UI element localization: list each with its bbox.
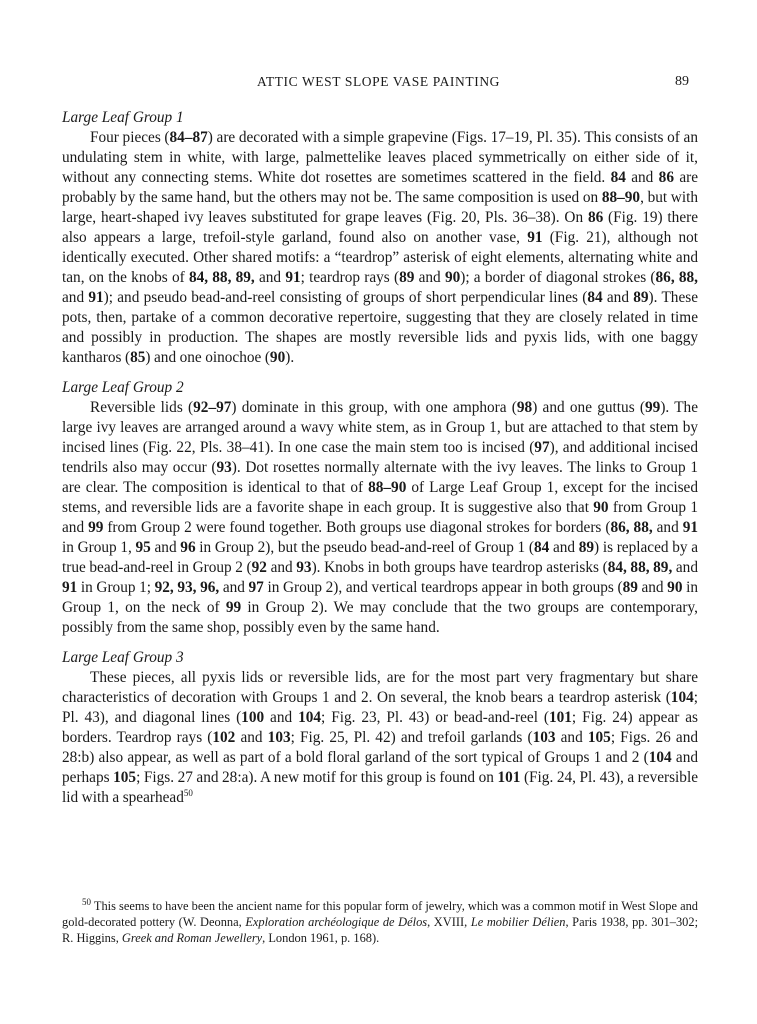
catalogue-number: 86 — [587, 209, 604, 226]
text-run: These pieces, all pyxis lids or reversible lids, are for the most part very fragmentary but share characteristics of decoration with Groups 1 and 2. On several, the knob bears a teardrop asterisk ( — [62, 669, 698, 706]
catalogue-number: 90 — [269, 349, 286, 366]
catalogue-number: 105 — [587, 729, 611, 746]
text-run: and — [602, 289, 634, 306]
catalogue-number: 84 — [587, 289, 603, 306]
text-run: of Large Leaf Group 1, except for the incised stems, and reversible lids are a favorite shape in each group. It is suggestive also that — [62, 479, 698, 516]
section-paragraph — [62, 668, 698, 808]
text-run: and — [150, 539, 181, 556]
catalogue-number: 89 — [578, 539, 595, 556]
section-heading: Large Leaf Group 2 — [62, 379, 184, 396]
text-run: and — [219, 579, 249, 596]
catalogue-number: 89 — [399, 269, 415, 286]
running-title: ATTIC WEST SLOPE VASE PAINTING — [256, 74, 501, 89]
footnote-50 — [62, 898, 698, 946]
text-run: and — [625, 169, 659, 186]
text-run: and — [235, 729, 268, 746]
text-run: ; Fig. 24) appear as borders. Teardrop rays ( — [62, 709, 698, 746]
text-run: and — [266, 559, 297, 576]
footnote-text — [62, 898, 698, 946]
text-run: , Paris 1938, pp. 301–302; R. Higgins, — [62, 915, 699, 945]
text-run: in Group 1, — [62, 539, 136, 556]
catalogue-number: 103 — [532, 729, 556, 746]
footnote-marker: 50 — [183, 787, 193, 798]
catalogue-number: 104 — [670, 689, 694, 706]
catalogue-number: 102 — [212, 729, 236, 746]
text-run: are probably by the same hand, but the others may not be. The same composition is used on — [62, 169, 699, 206]
text-run: ). These pots, then, partake of a common decorative repertoire, suggesting that they are closely related in time and possibly in production. The shapes are mostly reversible lids and pyxis lids, with one baggy kantharos ( — [62, 289, 698, 366]
text-run: , but with large, heart-shaped ivy leaves substituted for grape leaves (Fig. 20, Pls. 36–38). On — [62, 189, 698, 226]
italic-title: Le mobilier Délien — [470, 915, 566, 929]
text-run: ; Figs. 27 and 28:a). A new motif for this group is found on — [136, 769, 498, 786]
text-run: ) and one oinochoe ( — [145, 349, 270, 366]
text-run: and — [549, 539, 579, 556]
catalogue-number: 104 — [298, 709, 322, 726]
catalogue-number: 98 — [516, 399, 533, 416]
catalogue-number: 100 — [241, 709, 265, 726]
text-run: and — [62, 289, 89, 306]
catalogue-number: 91 — [285, 269, 301, 286]
catalogue-number: 103 — [267, 729, 291, 746]
text-run: ), and additional incised tendrils also may occur ( — [62, 439, 698, 476]
text-run: and perhaps — [62, 749, 698, 786]
italic-title: Exploration archéologique de Délos — [245, 915, 428, 929]
section-heading: Large Leaf Group 1 — [62, 109, 184, 126]
catalogue-number: 93 — [296, 559, 312, 576]
catalogue-number: 91 — [682, 519, 698, 536]
catalogue-number: 96 — [180, 539, 196, 556]
catalogue-number: 86, 88, — [655, 269, 698, 286]
text-run: ); a border of diagonal strokes ( — [460, 269, 656, 286]
catalogue-number: 101 — [497, 769, 521, 786]
text-run: ; Fig. 25, Pl. 42) and trefoil garlands ( — [290, 729, 533, 746]
catalogue-number: 90 — [593, 499, 609, 516]
text-run: ; Figs. 26 and 28:b) also appear, as well as part of a bold floral garland of the sort typical of Groups 1 and 2 ( — [62, 729, 698, 766]
catalogue-number: 91 — [62, 579, 78, 596]
text-run: and — [652, 519, 683, 536]
text-run: and — [254, 269, 286, 286]
catalogue-number: 89 — [622, 579, 638, 596]
text-run: in Group 2), but the pseudo bead-and-reel of Group 1 ( — [195, 539, 534, 556]
catalogue-number: 90 — [667, 579, 683, 596]
catalogue-number: 88–90 — [368, 479, 407, 496]
text-run: and — [672, 559, 698, 576]
catalogue-number: 97 — [534, 439, 550, 456]
text-run: ; Fig. 23, Pl. 43) or bead-and-reel ( — [321, 709, 549, 726]
text-run: ). The large ivy leaves are arranged around a wavy white stem, as in Group 1, but are attached to that stem by incised lines (Fig. 22, Pls. 38–41). In one case the main stem too is incised ( — [62, 399, 698, 456]
section-large-leaf-group-2 — [62, 378, 698, 638]
text-run: ). Knobs in both groups have teardrop asterisks ( — [311, 559, 608, 576]
section-large-leaf-group-1 — [62, 108, 698, 368]
text-run: ; Pl. 43), and diagonal lines ( — [62, 689, 698, 726]
text-run: from Group 1 and — [62, 499, 698, 536]
text-run: in Group 1; — [77, 579, 155, 596]
text-run: and — [414, 269, 445, 286]
text-run: ). Dot rosettes normally alternate with the ivy leaves. The links to Group 1 are clear. The composition is identical to that of — [62, 459, 698, 496]
catalogue-number: 91 — [88, 289, 104, 306]
text-run: Four pieces ( — [90, 129, 170, 146]
catalogue-number: 86, 88, — [610, 519, 653, 536]
text-run: ) and one guttus ( — [532, 399, 646, 416]
text-run: in Group 1, on the neck of — [62, 579, 698, 616]
footnote-marker: 50 — [82, 896, 91, 907]
text-run: ) are decorated with a simple grapevine (Figs. 17–19, Pl. 35). This consists of an undulating stem in white, with large, palmettelike leaves placed symmetrically on either side of it, without any connecting stems. White dot rosettes are sometimes scattered in the field. — [62, 129, 698, 186]
catalogue-number: 92–97 — [193, 399, 232, 416]
catalogue-number: 99 — [88, 519, 104, 536]
text-run: in Group 2), and vertical teardrops appear in both groups ( — [263, 579, 623, 596]
text-run: ); and pseudo bead-and-reel consisting of groups of short perpendicular lines ( — [103, 289, 588, 306]
catalogue-number: 99 — [645, 399, 661, 416]
catalogue-number: 89 — [633, 289, 649, 306]
catalogue-number: 99 — [225, 599, 242, 616]
text-run: (Fig. 19) there also appears a large, trefoil-style garland, found also on another vase, — [62, 209, 699, 246]
catalogue-number: 85 — [130, 349, 146, 366]
text-run: ) is replaced by a true bead-and-reel in Group 2 ( — [62, 539, 698, 576]
text-run: , XVIII, — [427, 915, 471, 929]
text-run: ). — [285, 349, 295, 366]
text-run: This seems to have been the ancient name for this popular form of jewelry, which was a common motif in West Slope and gold-decorated pottery (W. Deonna, — [62, 899, 698, 929]
catalogue-number: 84–87 — [169, 129, 208, 146]
catalogue-number: 84, 88, 89, — [188, 269, 255, 286]
catalogue-number: 105 — [113, 769, 137, 786]
text-run: and — [555, 729, 588, 746]
catalogue-number: 104 — [648, 749, 672, 766]
catalogue-number: 97 — [248, 579, 264, 596]
catalogue-number: 101 — [548, 709, 572, 726]
main-text — [62, 108, 698, 808]
section-heading: Large Leaf Group 3 — [62, 649, 184, 666]
catalogue-number: 92 — [251, 559, 267, 576]
section-paragraph — [62, 398, 698, 638]
text-run: ; teardrop rays ( — [300, 269, 400, 286]
page-number: 89 — [675, 74, 689, 89]
section-paragraph — [62, 128, 698, 368]
catalogue-number: 86 — [658, 169, 674, 186]
catalogue-number: 90 — [444, 269, 461, 286]
text-run: and — [637, 579, 668, 596]
text-run: (Fig. 24, Pl. 43), a reversible lid with a spearhead — [62, 769, 698, 806]
text-run: ) dominate in this group, with one amphora ( — [231, 399, 517, 416]
text-run: from Group 2 were found together. Both groups use diagonal strokes for borders ( — [103, 519, 611, 536]
italic-title: Greek and Roman Jewellery — [121, 931, 263, 945]
text-run: (Fig. 21), although not identically executed. Other shared motifs: a “teardrop” asterisk of eight elements, alternating white and tan, on the knobs of — [62, 229, 698, 286]
catalogue-number: 95 — [135, 539, 151, 556]
catalogue-number: 84 — [610, 169, 626, 186]
catalogue-number: 84, 88, 89, — [607, 559, 673, 576]
catalogue-number: 91 — [527, 229, 543, 246]
catalogue-number: 84 — [533, 539, 550, 556]
section-large-leaf-group-3 — [62, 648, 698, 808]
catalogue-number: 88–90 — [601, 189, 641, 206]
text-run: in Group 2). We may conclude that the two groups are contemporary, possibly from the same shop, possibly even by the same hand. — [62, 599, 698, 636]
catalogue-number: 93 — [216, 459, 232, 476]
text-run: , London 1961, p. 168). — [262, 931, 380, 945]
text-run: and — [264, 709, 299, 726]
catalogue-number: 92, 93, 96, — [154, 579, 220, 596]
text-run: Reversible lids ( — [90, 399, 194, 416]
